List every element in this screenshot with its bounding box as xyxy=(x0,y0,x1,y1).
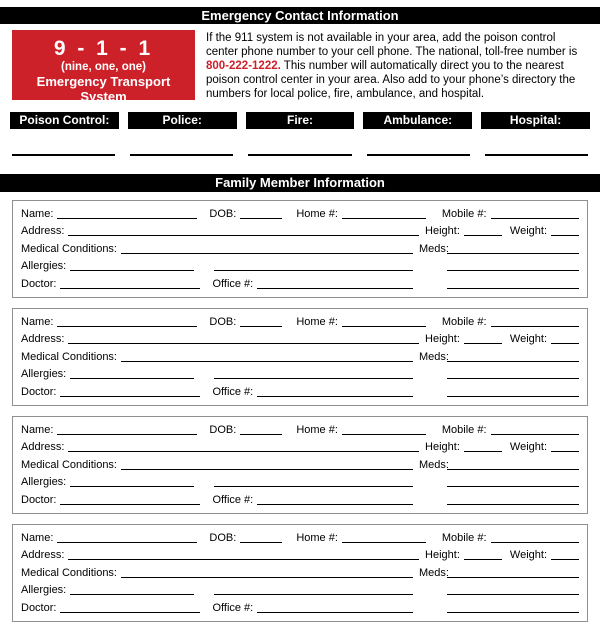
doctor-write-line xyxy=(60,504,200,505)
allergies-label: Allergies: xyxy=(21,584,67,597)
ambulance-write-line xyxy=(367,154,470,156)
allergies-continuation-line xyxy=(214,270,413,271)
meds-continuation-line-2 xyxy=(447,612,579,613)
meds-continuation-line xyxy=(447,594,579,595)
home-phone-label: Home #: xyxy=(296,315,338,328)
medical-conditions-write-line xyxy=(121,469,413,470)
emergency-911-box xyxy=(12,30,195,104)
home-phone-label: Home #: xyxy=(296,531,338,544)
member-row-doctor xyxy=(21,492,579,507)
weight-label: Weight: xyxy=(509,333,547,346)
allergies-write-line xyxy=(70,378,194,379)
medical-conditions-label: Medical Conditions: xyxy=(21,350,117,363)
meds-continuation-line xyxy=(447,270,579,271)
allergies-label: Allergies: xyxy=(21,260,67,273)
address-write-line xyxy=(68,559,419,560)
member-row-medical xyxy=(21,565,579,580)
medical-conditions-label: Medical Conditions: xyxy=(21,242,117,255)
weight-write-line xyxy=(551,343,579,344)
height-label: Height: xyxy=(425,549,460,562)
name-label: Name: xyxy=(21,315,54,328)
member-row-doctor xyxy=(21,384,579,399)
family-member-card xyxy=(12,308,588,406)
height-label: Height: xyxy=(425,333,460,346)
family-member-card xyxy=(12,524,588,622)
meds-label: Meds: xyxy=(419,350,449,363)
mobile-phone-write-line xyxy=(491,326,579,327)
medical-conditions-label: Medical Conditions: xyxy=(21,566,117,579)
poison-control-instructions xyxy=(206,30,590,102)
weight-label: Weight: xyxy=(509,549,547,562)
doctor-label: Doctor: xyxy=(21,277,57,290)
medical-conditions-label: Medical Conditions: xyxy=(21,458,117,471)
meds-write-line xyxy=(447,577,579,578)
fire-label-box: Fire: xyxy=(246,112,355,129)
office-phone-label: Office #: xyxy=(212,385,254,398)
member-row-medical xyxy=(21,349,579,364)
allergies-continuation-line xyxy=(214,594,413,595)
instructions-text-after: This number will automatically direct you to the nearest poison control center in your area. Also add to your phone’s directory the numbers for local police, fire, ambulance, and hospital. xyxy=(206,59,576,100)
allergies-continuation-line xyxy=(214,378,413,379)
name-label: Name: xyxy=(21,207,54,220)
dob-label: DOB: xyxy=(209,423,237,436)
address-label: Address: xyxy=(21,333,65,346)
family-member-card xyxy=(12,416,588,514)
member-row-doctor xyxy=(21,600,579,615)
emergency-contact-form-document xyxy=(0,7,600,630)
member-row-allergies xyxy=(21,258,579,273)
meds-continuation-line-2 xyxy=(447,504,579,505)
hospital-write-line xyxy=(485,154,588,156)
medical-conditions-write-line xyxy=(121,253,413,254)
allergies-write-line xyxy=(70,486,194,487)
meds-label: Meds: xyxy=(419,566,449,579)
doctor-label: Doctor: xyxy=(21,493,57,506)
medical-conditions-write-line xyxy=(121,577,413,578)
police-write-line xyxy=(130,154,233,156)
home-phone-write-line xyxy=(342,542,426,543)
emergency-number-words: (nine, one, one) xyxy=(61,61,146,73)
height-write-line xyxy=(464,451,502,452)
weight-label: Weight: xyxy=(509,225,547,238)
address-label: Address: xyxy=(21,441,65,454)
member-row-address xyxy=(21,439,579,454)
meds-label: Meds: xyxy=(419,458,449,471)
member-row-doctor xyxy=(21,276,579,291)
dob-write-line xyxy=(240,326,282,327)
mobile-phone-write-line xyxy=(491,434,579,435)
home-phone-label: Home #: xyxy=(296,423,338,436)
height-write-line xyxy=(464,559,502,560)
member-row-name xyxy=(21,314,579,329)
address-label: Address: xyxy=(21,225,65,238)
meds-continuation-line-2 xyxy=(447,288,579,289)
name-label: Name: xyxy=(21,531,54,544)
member-row-address xyxy=(21,331,579,346)
meds-write-line xyxy=(447,361,579,362)
allergies-write-line xyxy=(70,594,194,595)
member-row-allergies xyxy=(21,366,579,381)
dob-label: DOB: xyxy=(209,315,237,328)
member-row-allergies xyxy=(21,582,579,597)
member-row-allergies xyxy=(21,474,579,489)
dob-label: DOB: xyxy=(209,531,237,544)
member-row-name xyxy=(21,530,579,545)
instructions-text-before: If the 911 system is not available in your area, add the poison control center phone number to your cell phone. The national, toll-free number is xyxy=(206,32,578,58)
mobile-phone-label: Mobile #: xyxy=(441,423,487,436)
member-row-name xyxy=(21,422,579,437)
height-write-line xyxy=(464,343,502,344)
family-section-title-bar xyxy=(0,174,600,192)
member-row-medical xyxy=(21,241,579,256)
home-phone-write-line xyxy=(342,434,426,435)
address-write-line xyxy=(68,343,419,344)
meds-write-line xyxy=(447,469,579,470)
mobile-phone-write-line xyxy=(491,218,579,219)
emergency-info-section xyxy=(12,30,590,102)
family-member-card xyxy=(12,200,588,298)
contact-write-lines-row xyxy=(12,154,588,156)
office-phone-write-line xyxy=(257,288,413,289)
weight-write-line xyxy=(551,559,579,560)
address-write-line xyxy=(68,451,419,452)
weight-write-line xyxy=(551,235,579,236)
doctor-write-line xyxy=(60,612,200,613)
allergies-label: Allergies: xyxy=(21,476,67,489)
office-phone-label: Office #: xyxy=(212,493,254,506)
page-title-bar xyxy=(0,7,600,24)
mobile-phone-write-line xyxy=(491,542,579,543)
meds-write-line xyxy=(447,253,579,254)
name-write-line xyxy=(57,434,197,435)
dob-write-line xyxy=(240,542,282,543)
member-row-address xyxy=(21,547,579,562)
name-write-line xyxy=(57,218,197,219)
poison-control-phone-number: 800-222-1222. xyxy=(206,59,281,72)
address-label: Address: xyxy=(21,549,65,562)
meds-continuation-line xyxy=(447,486,579,487)
dob-label: DOB: xyxy=(209,207,237,220)
home-phone-write-line xyxy=(342,326,426,327)
emergency-transport-label: Emergency Transport System xyxy=(36,74,171,104)
office-phone-write-line xyxy=(257,504,413,505)
office-phone-write-line xyxy=(257,396,413,397)
meds-continuation-line-2 xyxy=(447,396,579,397)
ambulance-label-box: Ambulance: xyxy=(363,112,472,129)
dob-write-line xyxy=(240,434,282,435)
name-write-line xyxy=(57,542,197,543)
height-write-line xyxy=(464,235,502,236)
dob-write-line xyxy=(240,218,282,219)
home-phone-write-line xyxy=(342,218,426,219)
doctor-label: Doctor: xyxy=(21,385,57,398)
name-write-line xyxy=(57,326,197,327)
address-write-line xyxy=(68,235,419,236)
meds-continuation-line xyxy=(447,378,579,379)
emergency-number: 9 - 1 - 1 xyxy=(53,37,154,60)
doctor-write-line xyxy=(60,288,200,289)
office-phone-write-line xyxy=(257,612,413,613)
doctor-write-line xyxy=(60,396,200,397)
poison-control-label-box: Poison Control: xyxy=(10,112,119,129)
height-label: Height: xyxy=(425,225,460,238)
allergies-label: Allergies: xyxy=(21,368,67,381)
allergies-continuation-line xyxy=(214,486,413,487)
page-title: Emergency Contact Information xyxy=(201,8,399,23)
contact-labels-row xyxy=(10,112,590,129)
weight-label: Weight: xyxy=(509,441,547,454)
allergies-write-line xyxy=(70,270,194,271)
mobile-phone-label: Mobile #: xyxy=(441,315,487,328)
police-label-box: Police: xyxy=(128,112,237,129)
name-label: Name: xyxy=(21,423,54,436)
member-row-medical xyxy=(21,457,579,472)
home-phone-label: Home #: xyxy=(296,207,338,220)
poison-control-write-line xyxy=(12,154,115,156)
doctor-label: Doctor: xyxy=(21,601,57,614)
office-phone-label: Office #: xyxy=(212,601,254,614)
medical-conditions-write-line xyxy=(121,361,413,362)
mobile-phone-label: Mobile #: xyxy=(441,207,487,220)
height-label: Height: xyxy=(425,441,460,454)
weight-write-line xyxy=(551,451,579,452)
office-phone-label: Office #: xyxy=(212,277,254,290)
member-row-name xyxy=(21,206,579,221)
family-section-title: Family Member Information xyxy=(215,174,385,190)
family-members-list xyxy=(0,200,600,622)
fire-write-line xyxy=(248,154,351,156)
member-row-address xyxy=(21,223,579,238)
hospital-label-box: Hospital: xyxy=(481,112,590,129)
mobile-phone-label: Mobile #: xyxy=(441,531,487,544)
meds-label: Meds: xyxy=(419,242,449,255)
